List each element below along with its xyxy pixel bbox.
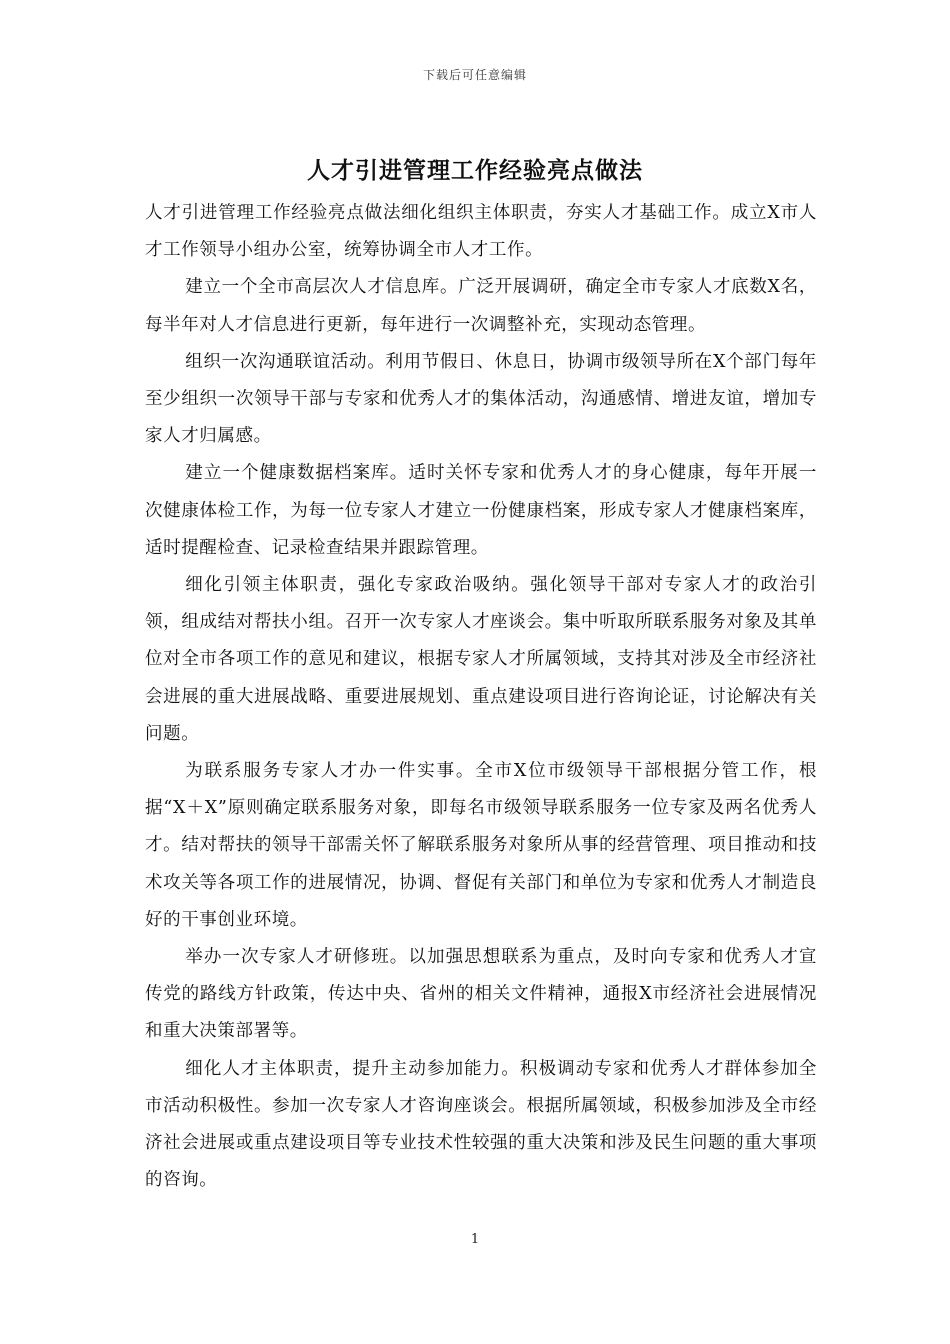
paragraph: 举办一次专家人才研修班。以加强思想联系为重点，及时向专家和优秀人才宣传党的路线方针政策，传达中央、省州的相关文件精神，通报X市经济社会进展情况和重大决策部署等。 [145, 947, 817, 1042]
paragraph: 组织一次沟通联谊活动。利用节假日、休息日，协调市级领导所在X个部门每年至少组织一次领导干部与专家和优秀人才的集体活动，沟通感情、增进友谊，增加专家人才归属感。 [145, 351, 817, 447]
document-body [145, 195, 817, 1199]
paragraph: 细化引领主体职责，强化专家政治吸纳。强化领导干部对专家人才的政治引领，组成结对帮扶小组。召开一次专家人才座谈会。集中听取所联系服务对象及其单位对全市各项工作的意见和建议，根据专家人才所属领域，支持其对涉及全市经济社会进展的重大进展战略、重要进展规划、重点建设项目进行咨询论证，讨论解决有关问题。 [145, 575, 817, 744]
paragraph: 人才引进管理工作经验亮点做法细化组织主体职责，夯实人才基础工作。成立X市人才工作领导小组办公室，统筹协调全市人才工作。 [145, 203, 817, 261]
paragraph: 细化人才主体职责，提升主动参加能力。积极调动专家和优秀人才群体参加全市活动积极性。参加一次专家人才咨询座谈会。根据所属领域，积极参加涉及全市经济社会进展或重点建设项目等专业技术性较强的重大决策和涉及民生问题的重大事项的咨询。 [145, 1058, 817, 1191]
document-title: 人才引进管理工作经验亮点做法 [307, 157, 643, 184]
page-header-note: 下载后可任意编辑 [422, 68, 527, 82]
paragraph: 为联系服务专家人才办一件实事。全市X位市级领导干部根据分管工作，根据“X＋X”原则确定联系服务对象，即每名市级领导联系服务一位专家及两名优秀人才。结对帮扶的领导干部需关怀了解联系服务对象所从事的经营管理、项目推动和技术攻关等各项工作的进展情况，协调、督促有关部门和单位为专家和优秀人才制造良好的干事创业环境。 [145, 761, 817, 930]
paragraph: 建立一个健康数据档案库。适时关怀专家和优秀人才的身心健康，每年开展一次健康体检工作，为每一位专家人才建立一份健康档案，形成专家人才健康档案库，适时提醒检查、记录检查结果并跟踪管理。 [145, 463, 817, 558]
paragraph: 建立一个全市高层次人才信息库。广泛开展调研，确定全市专家人才底数X名，每半年对人才信息进行更新，每年进行一次调整补充，实现动态管理。 [145, 277, 817, 335]
page-number: 1 [470, 1232, 480, 1247]
